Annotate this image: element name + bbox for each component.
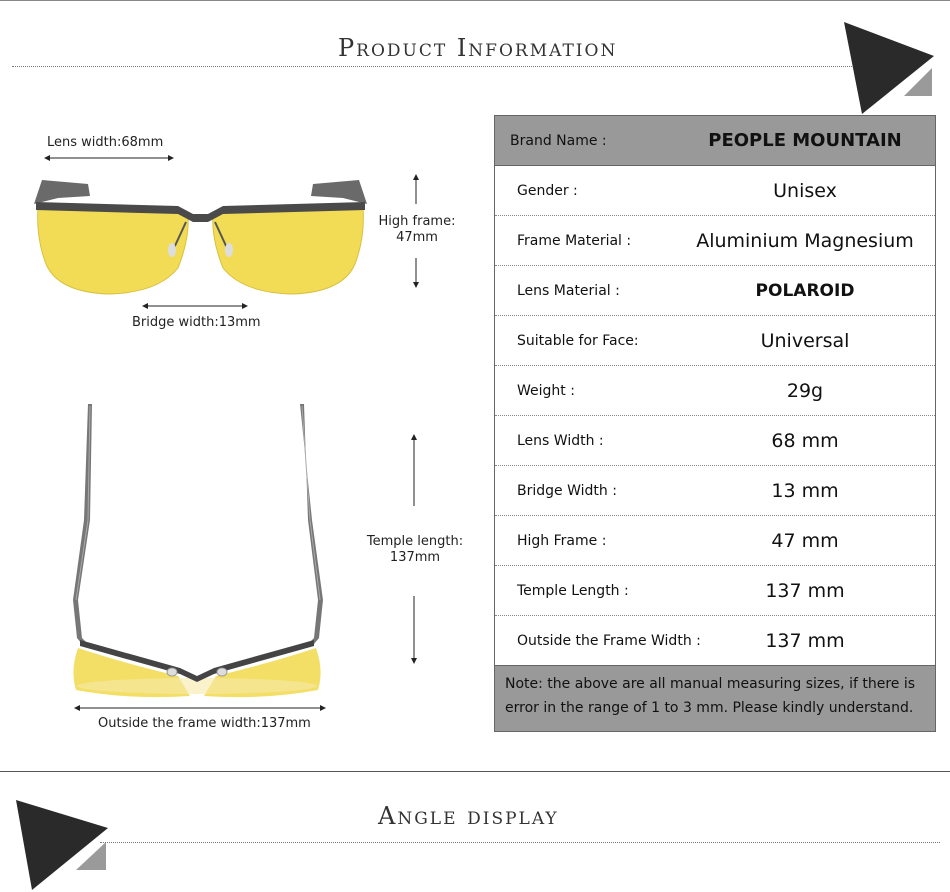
spec-row-temple-length bbox=[495, 566, 935, 616]
title-divider bbox=[12, 66, 912, 67]
spec-row-outside-width bbox=[495, 616, 935, 666]
note-line1: Note: the above are all manual measuring sizes, if there is bbox=[505, 676, 916, 692]
spec-value: 137 mm bbox=[765, 630, 845, 652]
outside-width-label: Outside the frame width:137mm bbox=[98, 716, 311, 731]
temple-length-label-line2: 137mm bbox=[389, 550, 441, 565]
spec-label: Lens Width : bbox=[517, 433, 604, 449]
spec-table bbox=[494, 115, 936, 732]
lens-width-label: Lens width:68mm bbox=[47, 135, 164, 150]
measurement-note bbox=[495, 666, 935, 731]
spec-label: High Frame : bbox=[517, 533, 607, 549]
spec-row-frame-material bbox=[495, 216, 935, 266]
spec-label: Outside the Frame Width : bbox=[517, 633, 701, 649]
top-view-glasses-image bbox=[60, 400, 330, 705]
spec-value: 68 mm bbox=[771, 430, 839, 452]
spec-row-gender bbox=[495, 166, 935, 216]
front-view-glasses-image bbox=[28, 168, 373, 300]
spec-label: Temple Length : bbox=[517, 583, 629, 599]
spec-value: 47 mm bbox=[771, 530, 839, 552]
spec-value: 137 mm bbox=[765, 580, 845, 602]
spec-label: Gender : bbox=[517, 183, 578, 199]
note-line2: error in the range of 1 to 3 mm. Please kindly understand. bbox=[505, 700, 914, 716]
temple-length-label bbox=[360, 534, 470, 566]
corner-triangle-icon bbox=[840, 20, 940, 120]
spec-label: Bridge Width : bbox=[517, 483, 617, 499]
lens-width-arrow bbox=[40, 150, 180, 166]
spec-row-high-frame bbox=[495, 516, 935, 566]
spec-row-weight bbox=[495, 366, 935, 416]
spec-value: 29g bbox=[786, 380, 824, 402]
spec-value: PEOPLE MOUNTAIN bbox=[708, 130, 902, 151]
high-frame-label bbox=[372, 214, 462, 246]
spec-value: Universal bbox=[760, 330, 850, 352]
spec-label: Lens Material : bbox=[517, 283, 620, 299]
high-frame-label-line2: 47mm bbox=[396, 230, 438, 245]
corner-triangle-icon bbox=[12, 794, 112, 892]
bridge-width-label: Bridge width:13mm bbox=[132, 315, 261, 330]
section-divider bbox=[0, 771, 950, 772]
spec-label: Frame Material : bbox=[517, 233, 632, 249]
bridge-width-arrow bbox=[138, 298, 252, 314]
spec-label: Weight : bbox=[517, 383, 575, 399]
angle-display-title: Angle display bbox=[378, 802, 559, 830]
spec-row-bridge-width bbox=[495, 466, 935, 516]
top-border bbox=[0, 0, 950, 1]
spec-value: POLAROID bbox=[755, 281, 855, 301]
high-frame-label-line1: High frame: bbox=[378, 214, 456, 229]
outside-width-arrow bbox=[70, 700, 330, 716]
spec-value: Unisex bbox=[773, 180, 837, 202]
spec-row-lens-material bbox=[495, 266, 935, 316]
spec-label: Suitable for Face: bbox=[517, 333, 639, 349]
spec-value: Aluminium Magnesium bbox=[696, 230, 914, 252]
spec-value: 13 mm bbox=[771, 480, 839, 502]
page-title: Product Information bbox=[338, 34, 618, 62]
spec-row-brand bbox=[495, 116, 935, 166]
spec-row-lens-width bbox=[495, 416, 935, 466]
spec-row-face bbox=[495, 316, 935, 366]
temple-length-label-line1: Temple length: bbox=[366, 534, 464, 549]
angle-divider bbox=[100, 842, 940, 843]
spec-label: Brand Name : bbox=[510, 133, 607, 149]
